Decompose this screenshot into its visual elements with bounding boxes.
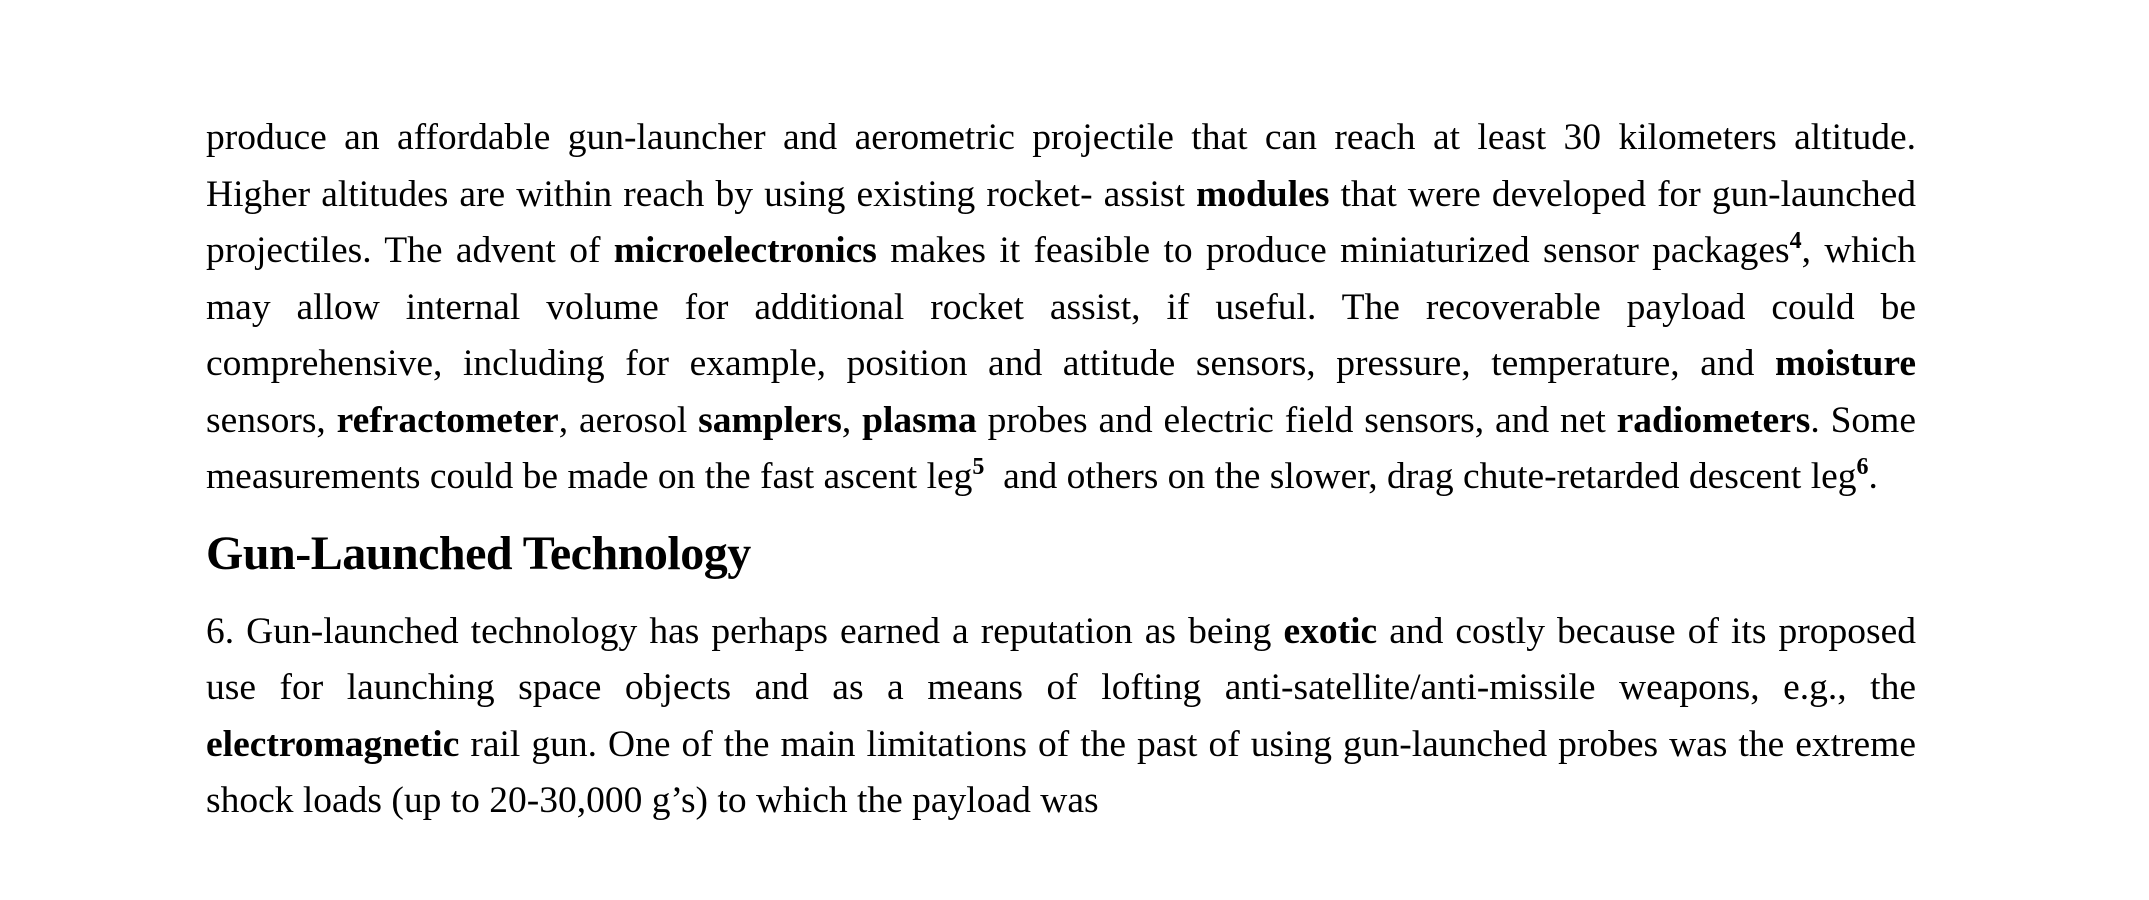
body-paragraph-2 [206, 604, 1916, 830]
section-heading: Gun-Launched Technology [206, 526, 751, 580]
footnote-ref-6: 6 [1856, 454, 1869, 480]
text-run: , [841, 399, 863, 441]
bold-term-modules: modules [1196, 173, 1330, 215]
text-run: rail gun. One of the main limitations of the past of using gun-launched probes was the extreme shock loads (up to 20-30,000 g’s) to which the payload was [206, 723, 1916, 821]
text-run: makes it feasible to produce miniaturized sensor packages [876, 230, 1790, 271]
text-run: , aerosol [558, 399, 699, 441]
bold-term-exotic: exotic [1283, 610, 1378, 652]
document-page [206, 110, 1916, 830]
bold-term-samplers: samplers [698, 399, 842, 441]
text-run: . Some measurements could be made on the fast ascent leg [206, 399, 1916, 497]
bold-term-refractometer: refractometer [336, 399, 559, 441]
bold-term-plasma: plasma [862, 399, 977, 441]
bold-term-electromagnetic: electromagnetic [206, 723, 460, 765]
bold-term-moisture: moisture [1775, 343, 1916, 384]
text-run: probes and electric field sensors, and net [976, 399, 1617, 441]
text-run: and costly because of its proposed use for launching space objects and as a means of lofting anti-satellite/anti-missile weapons, e.g., the [206, 610, 1916, 708]
text-run: and others on the slower, drag chute-retarded descent leg [984, 456, 1857, 497]
text-run: , which may allow internal volume for additional rocket assist, if useful. The recoverable payload could be comprehensive, including for example, position and attitude sensors, pressure, temperature, and [206, 230, 1916, 384]
footnote-ref-4: 4 [1789, 228, 1802, 254]
text-run: that were developed for gun-launched projectiles. The advent of [206, 173, 1916, 271]
text-run: 6. Gun-launched technology has perhaps earned a reputation as being [206, 610, 1284, 652]
bold-term-microelectronics: microelectronics [613, 230, 877, 271]
text-run: . [1868, 456, 1878, 497]
text-run: sensors, [206, 399, 337, 441]
footnote-ref-5: 5 [972, 454, 985, 480]
text-run: produce an affordable gun-launcher and aerometric projectile that can reach at least 30 kilometers altitude. Higher altitudes are within reach by using existing rocket- assist [206, 117, 1916, 215]
body-paragraph-1 [206, 110, 1916, 506]
bold-term-radiometers: radiometers [1616, 399, 1811, 441]
